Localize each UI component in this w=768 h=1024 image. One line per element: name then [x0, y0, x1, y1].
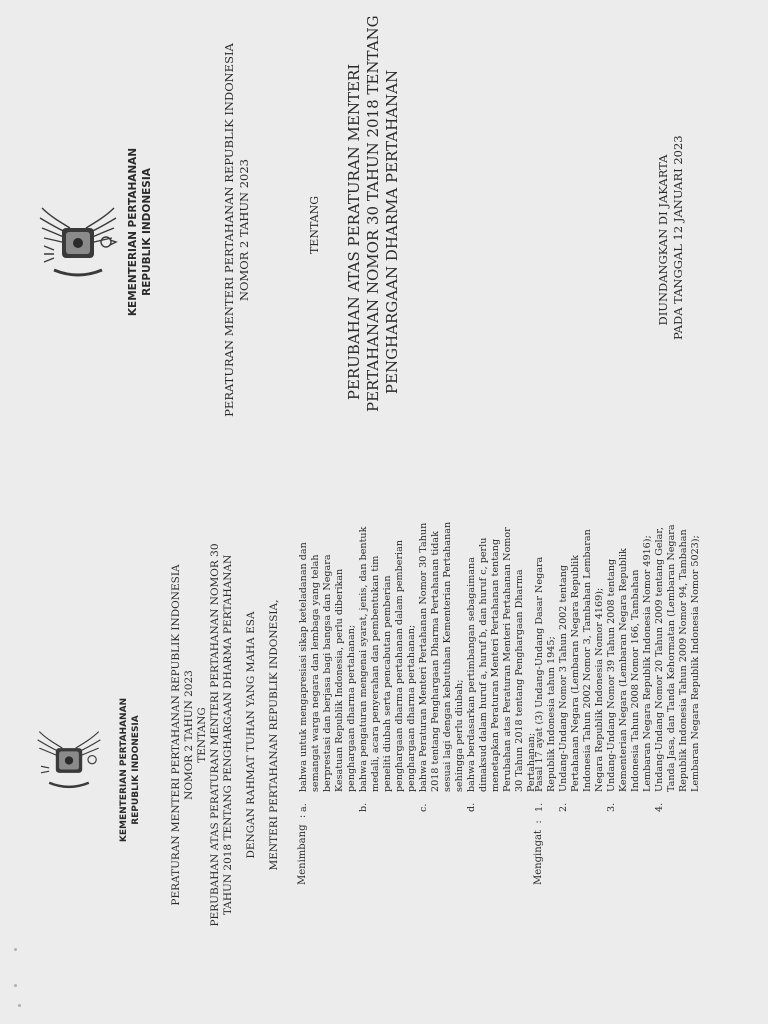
mengingat-list [534, 522, 702, 812]
mengingat-item [534, 522, 558, 812]
mengingat-label: Mengingat : [533, 820, 544, 885]
menimbang-item-line: Perubahan atas Peraturan Menteri Pertahanan Nomor [502, 527, 513, 792]
menimbang-item [418, 522, 466, 812]
menimbang-item-line: medali, acara penyerahan dan pembentukan tim [370, 555, 381, 792]
body-minister: MENTERI PERTAHANAN REPUBLIK INDONESIA, [268, 599, 280, 871]
mengingat-item-marker: 3. [606, 802, 617, 812]
menimbang-item-line: sesuai lagi dengan kebutuhan Kementerian Pertahanan [442, 521, 453, 792]
mengingat-item [558, 522, 606, 812]
body-blessing: DENGAN RAHMAT TUHAN YANG MAHA ESA [245, 611, 257, 859]
mengingat-item-line: Tanda Jasa, dan Tanda Kehormatan (Lembaran Negara [666, 524, 677, 792]
mengingat-item-line: Negara Republik Indonesia Nomor 4169); [594, 587, 605, 792]
menimbang-item-line: penghargaan dharma pertahanan; [406, 624, 417, 792]
menimbang-item-line: semangat warga negara dan lembaga yang telah [310, 554, 321, 792]
mengingat-item-line: Republik Indonesia tahun 1945; [546, 636, 557, 792]
menimbang-item-marker: d. [466, 802, 477, 812]
body-subject-line1: PERUBAHAN ATAS PERATURAN MENTERI PERTAHANAN NOMOR 30 [209, 543, 221, 927]
menimbang-item-line: peneliti diubah serta pencabutan pemberian [382, 575, 393, 792]
menimbang-item [466, 522, 538, 812]
menimbang-item [298, 522, 358, 812]
cover-enacted-line2: PADA TANGGAL 12 JANUARI 2023 [671, 135, 685, 340]
menimbang-item-line: Kesatuan Republik Indonesia, perlu diberikan [334, 568, 345, 792]
menimbang-item-line: 30 Tahun 2018 tentang Penghargaan Dharma [514, 569, 525, 792]
mengingat-item-marker: 1. [534, 802, 545, 812]
menimbang-item-marker: b. [358, 802, 369, 812]
body-subject-line2: TAHUN 2018 TENTANG PENGHARGAAN DHARMA PERTAHANAN [222, 554, 234, 916]
cover-institution-line2: REPUBLIK INDONESIA [141, 168, 153, 296]
cover-tentang: TENTANG [308, 195, 321, 255]
body-institution-line2: REPUBLIK INDONESIA [131, 715, 141, 825]
cover-enacted-line1: DIUNDANGKAN DI JAKARTA [656, 154, 670, 326]
mengingat-item-marker: 4. [654, 802, 665, 812]
menimbang-item-line: penghargaan dharma pertahanan; [346, 624, 357, 792]
mengingat-item [606, 522, 654, 812]
menimbang-item-line: bahwa pengaturan mengenai syarat, jenis, dan bentuk [358, 526, 369, 792]
menimbang-item-line: sehingga perlu diubah; [454, 679, 465, 792]
menimbang-item-marker: c. [418, 803, 429, 812]
menimbang-item-line: penghargaan dharma pertahanan dalam pemberian [394, 539, 405, 792]
menimbang-item-line: bahwa Peraturan Menteri Pertahanan Nomor 30 Tahun [418, 522, 429, 792]
body-tentang: TENTANG [196, 707, 208, 763]
mengingat-item-line: Republik Indonesia Tahun 2009 Nomor 94, Tambahan [678, 529, 689, 792]
menimbang-item-line: bahwa untuk mengapresiasi sikap keteladanan dan [298, 542, 309, 792]
menimbang-item-marker: a. [298, 803, 309, 812]
cover-subject-line2: PERTAHANAN NOMOR 30 TAHUN 2018 TENTANG [364, 15, 382, 412]
mengingat-item-line: Kementerian Negara (Lembaran Negara Republik [618, 548, 629, 792]
cover-subject-line3: PENGHARGAAN DHARMA PERTAHANAN [383, 69, 401, 395]
garuda-emblem-body [34, 725, 104, 791]
menimbang-item-line: bahwa berdasarkan pertimbangan sebagaimana [466, 557, 477, 792]
mengingat-item-line: Undang-Undang Nomor 20 Tahun 2009 tentang Gelar, [654, 527, 665, 792]
menimbang-item-line: menetapkan Peraturan Menteri Pertahanan tentang [490, 538, 501, 792]
mengingat-item-line: Indonesia Tahun 2002 Nomor 3, Tambahan Lembaran [582, 529, 593, 792]
body-institution-line1: KEMENTERIAN PERTAHANAN [119, 697, 129, 843]
body-title-line2: NOMOR 2 TAHUN 2023 [183, 670, 195, 800]
menimbang-item-line: Pertahanan; [526, 732, 537, 792]
menimbang-item-line: 2018 tentang Penghargaan Dharma Pertahanan tidak [430, 531, 441, 792]
mengingat-item-line: Pertahanan Negara (Lembaran Negara Republik [570, 554, 581, 792]
menimbang-label: Menimbang : [297, 814, 308, 885]
cover-institution-line1: KEMENTERIAN PERTAHANAN [127, 147, 139, 317]
mengingat-item-line: Undang-Undang Nomor 39 Tahun 2008 tentang [606, 558, 617, 792]
menimbang-list [298, 522, 538, 812]
menimbang-item [358, 522, 418, 812]
mengingat-item-line: Undang-Undang Nomor 3 Tahun 2002 tentang [558, 564, 569, 792]
mengingat-item-line: Indonesia Tahun 2008 Nomor 166, Tambahan [630, 569, 641, 792]
cover-subject-line1: PERUBAHAN ATAS PERATURAN MENTERI [345, 63, 363, 401]
garuda-emblem-cover [36, 200, 120, 280]
mengingat-item-line: Pasal 17 ayat (3) Undang-Undang Dasar Negara [534, 556, 545, 792]
mengingat-item-line: Lembaran Negara Republik Indonesia Nomor 5023); [690, 535, 701, 792]
cover-regulation-line2: NOMOR 2 TAHUN 2023 [237, 158, 251, 302]
body-title-line1: PERATURAN MENTERI PERTAHANAN REPUBLIK INDONESIA [170, 564, 182, 906]
cover-regulation-line1: PERATURAN MENTERI PERTAHANAN REPUBLIK INDONESIA [222, 43, 236, 417]
menimbang-item-line: dimaksud dalam huruf a, huruf b, dan huruf c, perlu [478, 537, 489, 792]
mengingat-item-line: Lembaran Negara Republik Indonesia Nomor 4916); [642, 535, 653, 792]
mengingat-item-marker: 2. [558, 802, 569, 812]
mengingat-item [654, 522, 702, 812]
menimbang-item-line: berprestasi dan berjasa bagi bangsa dan Negara [322, 554, 333, 792]
